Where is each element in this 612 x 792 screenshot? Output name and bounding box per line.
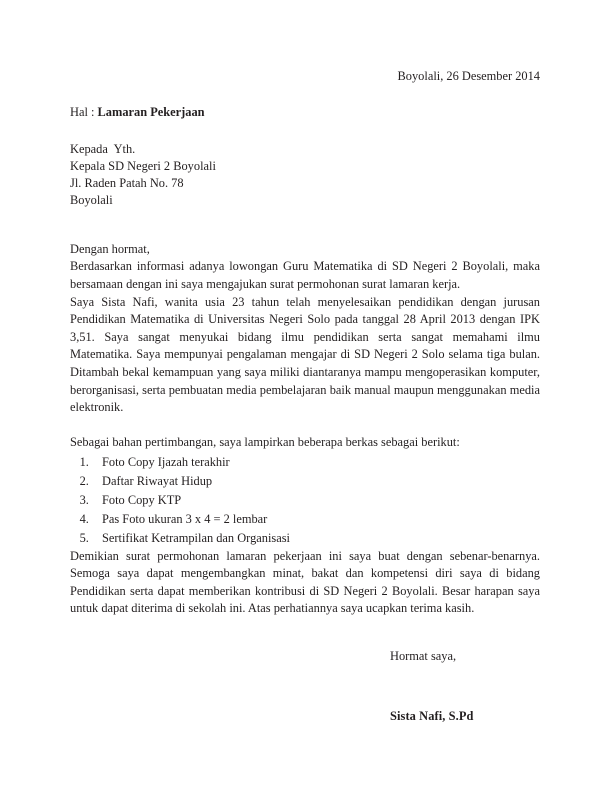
- attachments-intro: Sebagai bahan pertimbangan, saya lampirkan beberapa berkas sebagai berikut:: [70, 434, 460, 449]
- attachments-list: [70, 453, 540, 547]
- date-line: Boyolali, 26 Desember 2014: [397, 69, 540, 83]
- recipient-line-4: Boyolali: [70, 193, 113, 208]
- paragraph-body: Saya Sista Nafi, wanita usia 23 tahun telah menyelesaikan pendidikan dengan jurusan Pendidikan Matematika di Universitas Negeri Solo pada tanggal 28 April 2013 dengan IPK 3,51. Saya sangat menyukai bidang ilmu pendidikan serta sangat memahami ilmu Matematika. Saya mempunyai pengalaman mengajar di SD Negeri 2 Solo selama tiga bulan. Ditambah bekal kemampuan yang saya miliki diantaranya mampu mengoperasikan komputer, berorganisasi, serta pembuatan media pembelajaran baik manual maupun menggunakan media elektronik.: [70, 294, 540, 415]
- subject-line: [70, 104, 540, 120]
- paragraph-opening: Berdasarkan informasi adanya lowongan Guru Matematika di SD Negeri 2 Boyolali, maka bersamaan dengan ini saya mengajukan surat permohonan surat lamaran kerja.: [70, 259, 540, 291]
- list-item: 2. Daftar Riwayat Hidup: [92, 472, 540, 491]
- list-item: 5. Sertifikat Ketrampilan dan Organisasi: [92, 529, 540, 548]
- recipient-line-1: Kepada Yth.: [70, 141, 136, 156]
- recipient-address-block: [70, 141, 540, 209]
- list-item: 1. Foto Copy Ijazah terakhir: [92, 453, 540, 472]
- closing-phrase: Hormat saya,: [390, 649, 457, 664]
- subject-value: Lamaran Pekerjaan: [97, 105, 205, 120]
- list-item: 4. Pas Foto ukuran 3 x 4 = 2 lembar: [92, 510, 540, 529]
- subject-label: Hal :: [70, 105, 98, 120]
- recipient-line-3: Jl. Raden Patah No. 78: [70, 175, 184, 190]
- list-item: 3. Foto Copy KTP: [92, 491, 540, 510]
- paragraph-closing: Demikian surat permohonan lamaran pekerjaan ini saya buat dengan sebenar-benarnya. Semoga saya dapat mengembangkan minat, bakat dan kompetensi diri saya di bidang Pendidikan serta dapat memberikan kontribusi di SD Negeri 2 Boyolali. Besar harapan saya untuk dapat diterima di sekolah ini. Atas perhatiannya saya ucapkan terima kasih.: [70, 548, 540, 616]
- salutation: Dengan hormat,: [70, 242, 150, 257]
- recipient-line-2: Kepala SD Negeri 2 Boyolali: [70, 158, 216, 173]
- signature-name: Sista Nafi, S.Pd: [390, 709, 474, 724]
- letter-content: [70, 0, 540, 724]
